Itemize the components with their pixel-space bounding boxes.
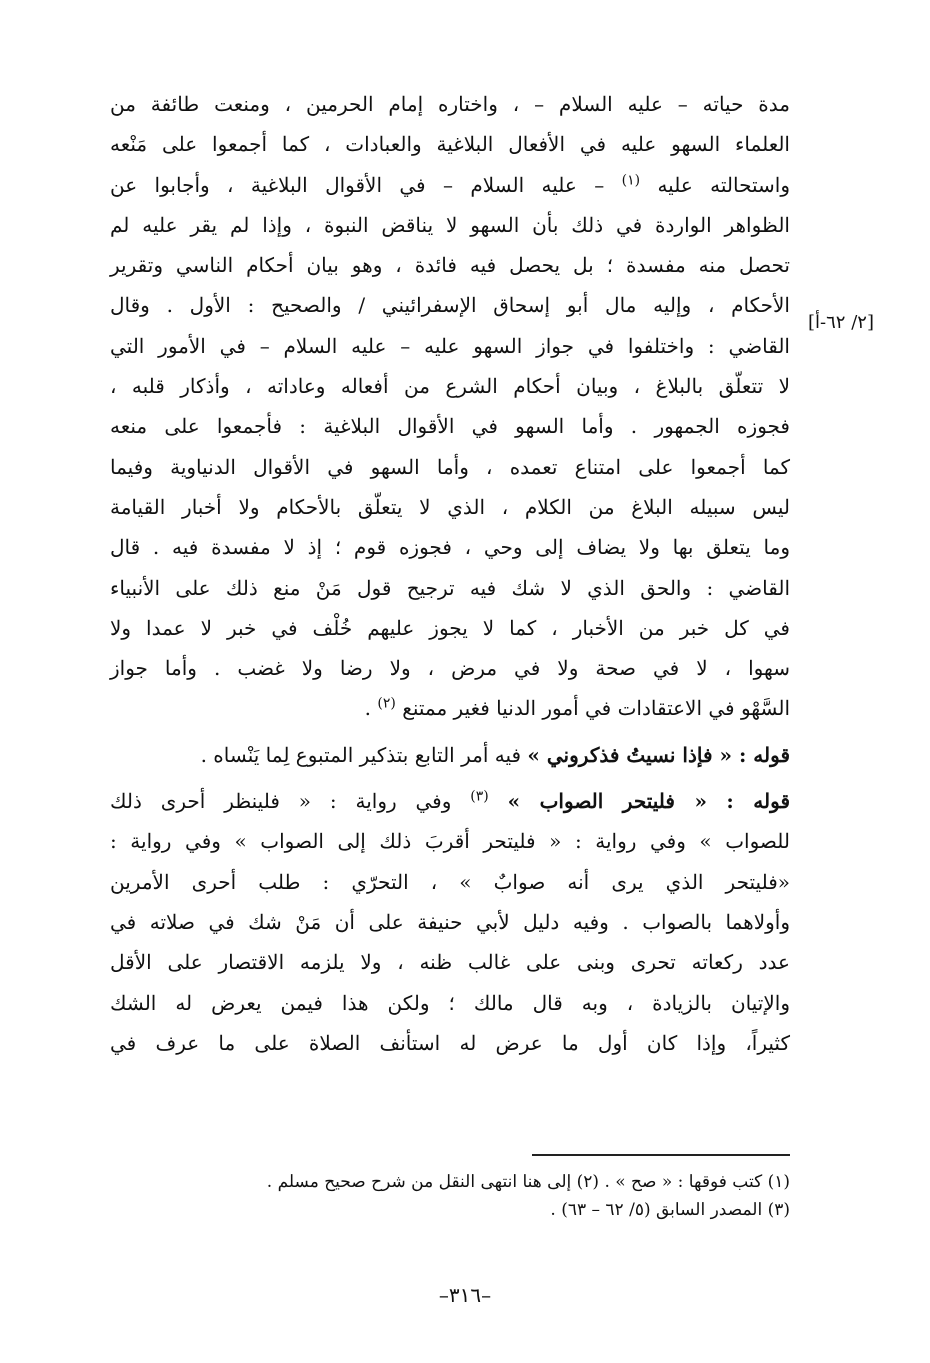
footnote-line: (٣) المصدر السابق (٥/ ٦٢ – ٦٣) .: [550, 1200, 790, 1220]
text-fragment: .: [364, 696, 371, 721]
text-line: كما أجمعوا على امتناع تعمده ، وأما السهو في الأقوال الدنياوية وفيما: [110, 454, 790, 479]
text-line: وأولاهما بالصواب . وفيه دليل لأبي حنيفة على أن مَنْ شك في صلاته في: [110, 909, 790, 934]
text-line: [110, 165, 790, 205]
text-line: لا تتعلّق بالبلاغ ، وبيان أحكام الشرع من أفعاله وعاداته ، وأذكار قلبه ،: [110, 374, 790, 399]
footnote-line: (١) كتب فوقها : « صح » . (٢) إلى هنا انتهى النقل من شرح صحيح مسلم .: [266, 1172, 790, 1192]
paragraph-1: [110, 84, 790, 729]
text-line: فجوزه الجمهور . وأما السهو في الأقوال البلاغية : فأجمعوا على منعه: [110, 414, 790, 439]
footnote-ref: (٢): [377, 695, 396, 712]
text-line: العلماء السهو عليه في الأفعال البلاغية والعبادات ، كما أجمعوا على مَنْعه: [110, 132, 790, 157]
margin-folio-note: [٢/ ٦٢-أ]: [808, 312, 874, 333]
text-line: الظواهر الواردة في ذلك بأن السهو لا يناقض النبوة ، وإذا لم يقر عليه لم: [110, 212, 790, 237]
text-line: عدد ركعاته تحرى وبنى على غالب ظنه ، ولا يلزمه الاقتصار على الأقل: [110, 950, 790, 975]
footnote-ref: (٣): [470, 788, 489, 805]
text-line: ليس سبيله البلاغ من الكلام ، الذي لا يتعلّق بالأحكام ولا أخبار القيامة: [110, 494, 790, 519]
text-fragment: – عليه السلام – في الأقوال البلاغية ، وأجابوا عن: [110, 172, 605, 197]
text-line: سهوا ، لا في صحة ولا في مرض ، ولا رضا ولا غضب . وأما جواز: [110, 656, 790, 681]
text-line: تحصل منه مفسدة ؛ بل يحصل فيه فائدة ، وهو بيان أحكام الناسي وتقرير: [110, 253, 790, 278]
text-line: [110, 781, 790, 821]
text-fragment: السَّهْو في الاعتقادات في أمور الدنيا فغير ممتنع: [402, 696, 790, 721]
text-line: للصواب » وفي رواية : « فليتحر أقربَ ذلك إلى الصواب » وفي رواية :: [110, 829, 790, 854]
footnote-divider: [532, 1154, 790, 1156]
text-line: وما يتعلق بها ولا يضاف إلى وحي ، فجوزه قوم ؛ إذ لا مفسدة فيه . قال: [110, 535, 790, 560]
main-text: [110, 84, 790, 1063]
text-fragment: فيه أمر التابع بتذكير المتبوع لِما يَنْساه .: [200, 742, 528, 767]
footnotes: [110, 1168, 790, 1224]
text-line: كثيراً، وإذا كان أول ما عرض له استأنف الصلاة على ما عرف في: [110, 1030, 790, 1055]
text-line: [110, 688, 790, 728]
paragraph-2: [110, 735, 790, 775]
text-fragment: واستحالته عليه: [657, 172, 790, 197]
text-line: الأحكام ، وإليه مال أبو إسحاق الإسفرائيني / والصحيح : الأول . وقال: [110, 293, 790, 318]
paragraph-3: [110, 781, 790, 1063]
text-line: والإتيان بالزيادة ، وبه قال مالك ؛ ولكن هذا فيمن يعرض له الشك: [110, 990, 790, 1015]
text-line: مدة حياته – عليه السلام – ، واختاره إمام الحرمين ، ومنعت طائفة من: [110, 92, 790, 116]
text-line: [110, 735, 790, 775]
footnote-ref: (١): [621, 171, 641, 188]
text-line: «فليتحر الذي يرى أنه صوابٌ » ، التحرّي : طلب أحرى الأمرين: [110, 869, 790, 894]
quoted-lemma: قوله : « فليتحر الصواب »: [507, 789, 790, 814]
quoted-lemma: قوله : « فإذا نسيتُ فذكروني »: [527, 742, 790, 767]
text-line: القاضي : والحق الذي لا شك فيه ترجيح قول مَنْ منع ذلك على الأنبياء: [110, 575, 790, 600]
text-fragment: وفي رواية : « فلينظر أحرى ذلك: [110, 789, 471, 814]
page-number: –٣١٦–: [438, 1283, 492, 1307]
text-line: في كل خبر من الأخبار ، كما لا يجوز عليهم خُلْف في خبر لا عمدا ولا: [110, 615, 790, 640]
text-line: القاضي : واختلفوا في جواز السهو عليه – عليه السلام – في الأمور التي: [110, 333, 790, 358]
